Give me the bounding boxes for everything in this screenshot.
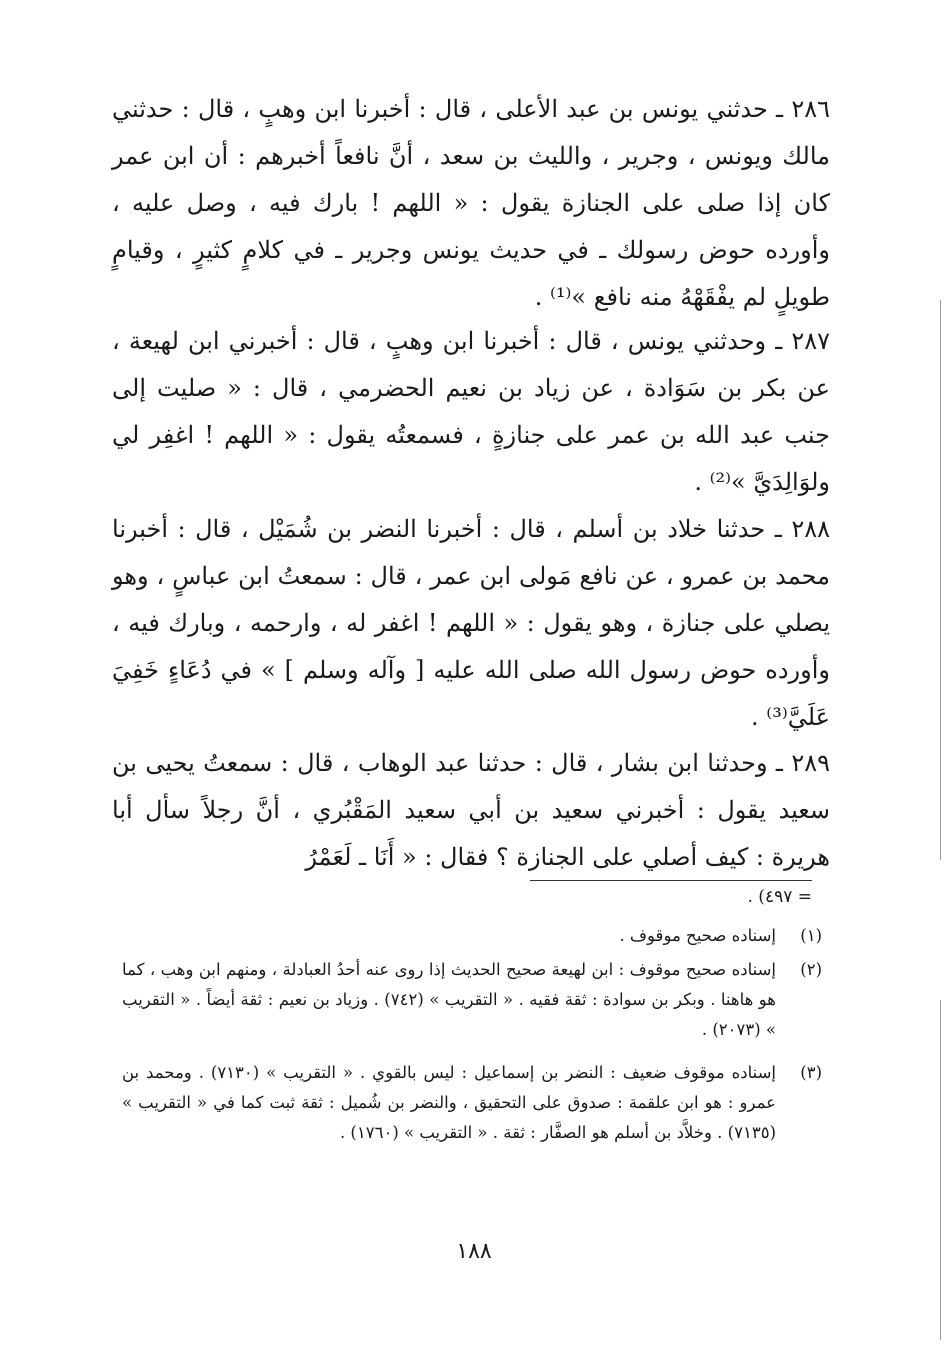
footnote-text: إسناده صحيح موقوف : ابن لهيعة صحيح الحديث إذا روى عنه أحدُ العبادلة ، ومنهم ابن وهب ، كما هو هاهنا . وبكر بن سوادة : ثقة فقيه . « التقريب » (٧٤٢) . وزياد بن نعيم : ثقة أيضاً . « التقريب » (٢٠٧٣) . [122, 960, 777, 1039]
footnote-3 [122, 1058, 822, 1148]
footnote-number: (١) [800, 926, 822, 945]
scan-edge-line [940, 1000, 941, 1340]
page-number: ١٨٨ [456, 1239, 492, 1264]
footnote-number: (٢) [800, 960, 822, 979]
scan-edge-line [940, 300, 941, 860]
footnote-2 [122, 955, 822, 1045]
footnote-1 [122, 921, 822, 951]
hadith-287-paragraph: ٢٨٧ ـ وحدثني يونس ، قال : أخبرنا ابن وهبٍ ، قال : أخبرني ابن لهيعة ، عن بكر بن سَوَادة ، عن زياد بن نعيم الحضرمي ، قال : « صليت إلى جنب عبد الله بن عمر على جنازةٍ ، فسمعتُه يقول : « اللهم ! اغفِر لي ولوَالِدَيَّ »⁽²⁾ . [112, 327, 830, 496]
footnote-text: إسناده صحيح موقوف . [619, 926, 776, 945]
hadith-289-paragraph: ٢٨٩ ـ وحدثنا ابن بشار ، قال : حدثنا عبد الوهاب ، قال : سمعتُ يحيى بن سعيد يقول : أخبرني سعيد بن أبي سعيد المَقْبُري ، أنَّ رجلاً سأل أبا هريرة : كيف أصلي على الجنازة ؟ فقال : « أَنَا ـ لَعَمْرُ [112, 749, 830, 871]
footnote-continuation: = ٤٩٧) . [747, 887, 812, 907]
footnote-number: (٣) [800, 1063, 822, 1082]
footnote-text: إسناده موقوف ضعيف : النضر بن إسماعيل : ليس بالقوي . « التقريب » (٧١٣٠) . ومحمد بن عمرو : هو ابن علقمة : صدوق على التحقيق ، والنضر بن شُميل : ثقة ثبت كما في « التقريب » (٧١٣٥) . وخلاَّد بن أسلم هو الصفَّار : ثقة . « التقريب » (١٧٦٠) . [122, 1063, 776, 1142]
hadith-286-paragraph: ٢٨٦ ـ حدثني يونس بن عبد الأعلى ، قال : أخبرنا ابن وهبٍ ، قال : حدثني مالك ويونس ، وجرير ، والليث بن سعد ، أنَّ نافعاً أخبرهم : أن ابن عمر كان إذا صلى على الجنازة يقول : « اللهم ! بارك فيه ، وصل عليه ، وأورده حوض رسولك ـ في حديث يونس وجرير ـ في كلامٍ كثيرٍ ، وقيامٍ طويلٍ لم يفْقَهْهُ منه نافع »⁽¹⁾ . [112, 95, 830, 311]
hadith-288-paragraph: ٢٨٨ ـ حدثنا خلاد بن أسلم ، قال : أخبرنا النضر بن شُمَيْل ، قال : أخبرنا محمد بن عمرو ، عن نافع مَولى ابن عمر ، قال : سمعتُ ابن عباسٍ ، وهو يصلي على جنازة ، وهو يقول : « اللهم ! اغفر له ، وارحمه ، وبارك فيه ، وأورده حوض رسول الله صلى الله عليه [ وآله وسلم ] » في دُعَاءٍ خَفِيَ عَلَيَّ⁽³⁾ . [112, 515, 830, 731]
footnote-separator [530, 880, 812, 881]
